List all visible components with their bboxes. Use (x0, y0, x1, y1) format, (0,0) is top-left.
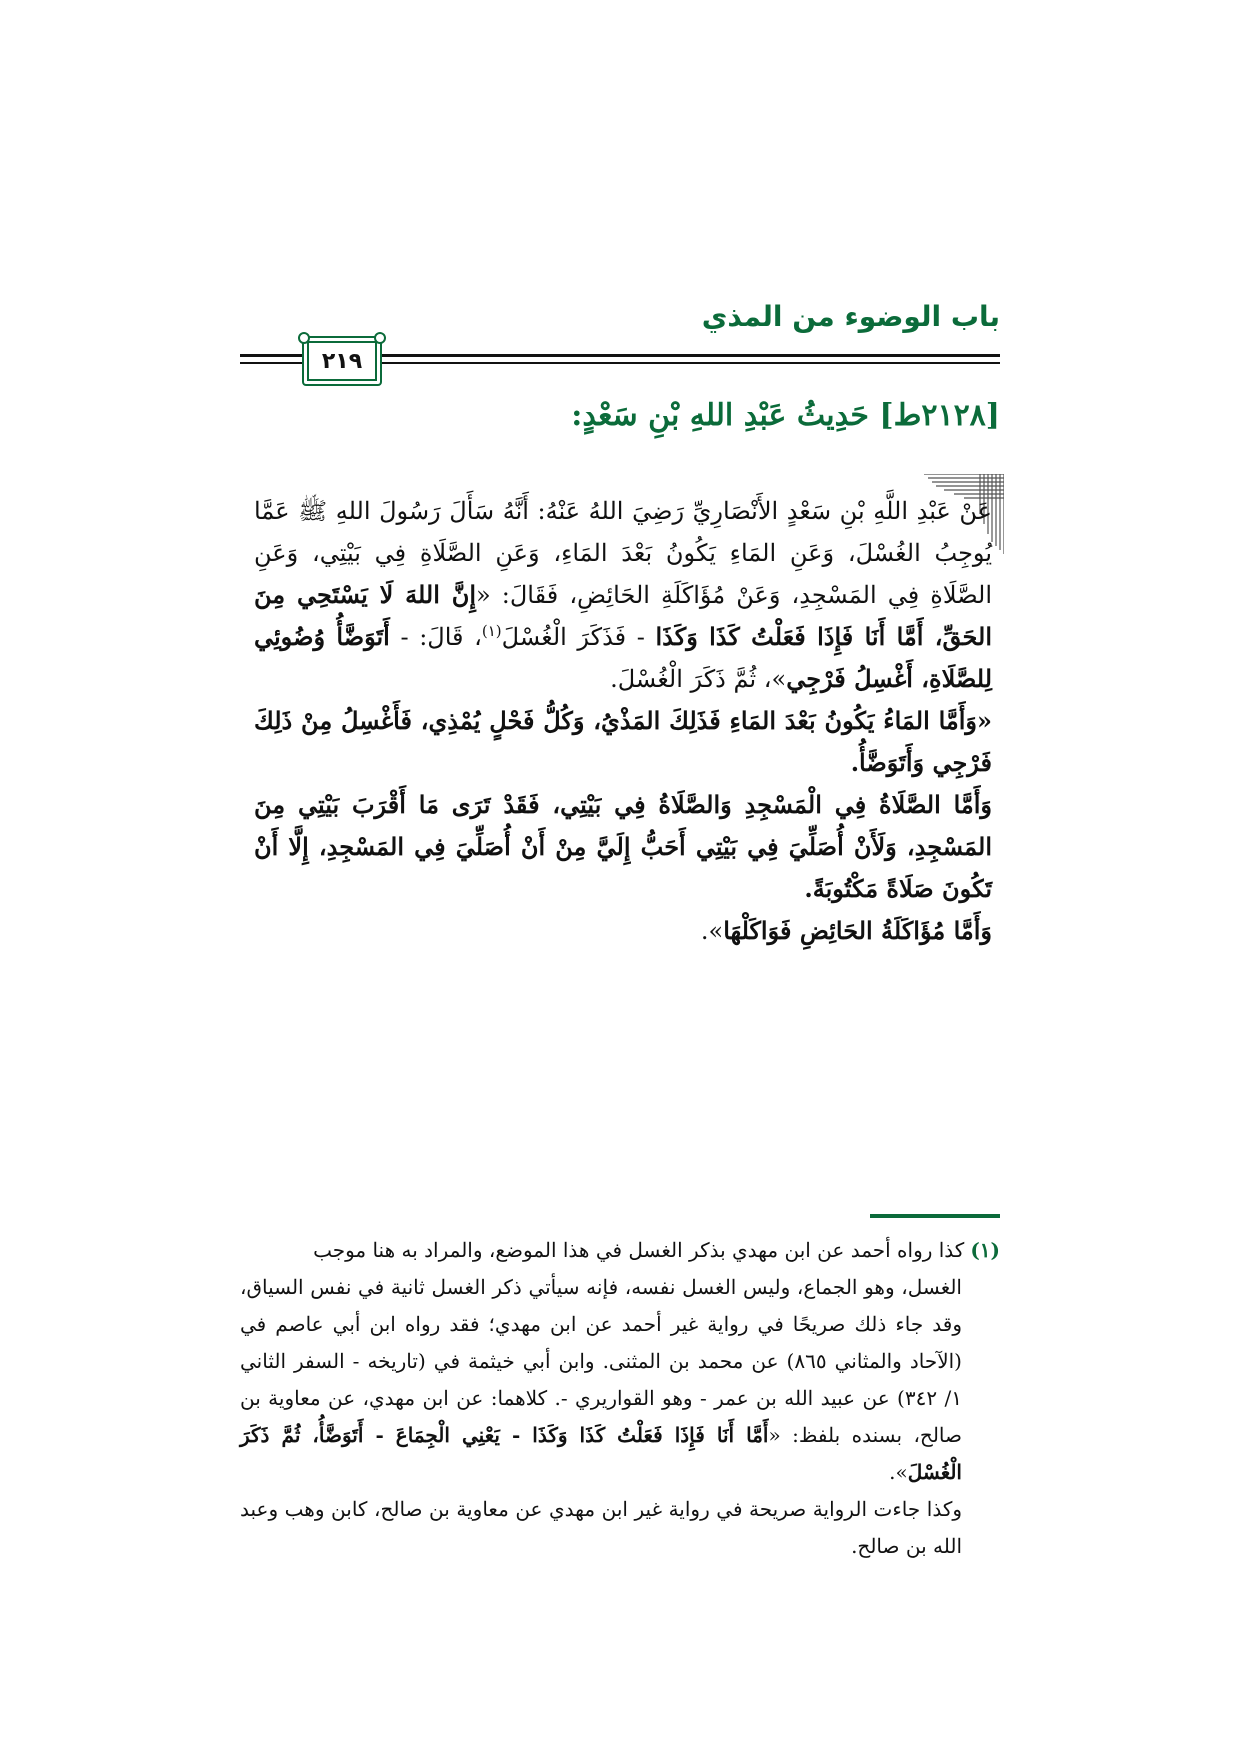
paragraph-3: وَأَمَّا الصَّلَاةُ فِي الْمَسْجِدِ وَالصَّلَاةُ فِي بَيْتِي، فَقَدْ تَرَى مَا أَقْرَبَ بَيْتِي مِنَ المَسْجِدِ، وَلَأَنْ أُصَلِّيَ فِي بَيْتِي أَحَبُّ إِلَيَّ مِنْ أَنْ أُصَلِّيَ فِي المَسْجِدِ، إِلَّا أَنْ تَكُونَ صَلَاةً مَكْتُوبَةً. (254, 790, 992, 903)
p1-end: »، ثُمَّ ذَكَرَ الْغُسْلَ. (610, 665, 787, 693)
footnote-paragraph-1 (240, 1269, 962, 1491)
footnote-reference[interactable]: (١) (481, 622, 502, 640)
footnote-text-a: الغسل، وهو الجماع، وليس الغسل نفسه، فإنه سيأتي ذكر الغسل ثانية في نفس السياق، وقد جاء ذلك صريحًا في رواية غير أحمد عن ابن مهدي؛ فقد رواه ابن أبي عاصم في (الآحاد والمثاني ٨٦٥) عن محمد بن المثنى. وابن أبي خيثمة في (تاريخه - السفر الثاني ١/ ٣٤٢) عن عبيد الله بن عمر - وهو القواريري -. كلاهما: عن ابن مهدي، عن معاوية بن صالح، بسنده بلفظ: « (240, 1275, 962, 1447)
paragraph-2: «وَأَمَّا المَاءُ يَكُونُ بَعْدَ المَاءِ فَذَلِكَ المَذْيُ، وَكُلُّ فَحْلٍ يُمْذِي، فَأَغْسِلُ مِنْ ذَلِكَ فَرْجِي وَأَتَوَضَّأُ. (254, 706, 992, 777)
p4-quote: وَأَمَّا مُؤَاكَلَةُ الحَائِضِ فَوَاكَلْهَا (723, 916, 992, 945)
footnote-paragraph-2: وكذا جاءت الرواية صريحة في رواية غير ابن مهدي عن معاوية بن صالح، كابن وهب وعبد الله بن صالح. (240, 1497, 962, 1558)
hadith-heading (240, 398, 1000, 433)
page-number (302, 336, 382, 386)
running-title: باب الوضوء من المذي (701, 300, 1000, 333)
p1-quote-2: أَتَوَضَّأُ وُضُوئِي لِلصَّلَاةِ، أَغْسِلُ فَرْجِي (254, 622, 992, 693)
hadith-title: حَدِيثُ عَبْدِ اللهِ بْنِ سَعْدٍ: (571, 398, 869, 433)
p1-quote: إِنَّ اللهَ لَا يَسْتَحِي مِنَ الحَقِّ، أَمَّا أَنَا فَإِذَا فَعَلْتُ كَذَا وَكَذَا (254, 580, 992, 651)
footnote-text-b: ». (889, 1460, 908, 1484)
footnote-separator (870, 1214, 1000, 1218)
p1-after: ، قَالَ: - (389, 623, 482, 651)
footnote-first-line (240, 1232, 1000, 1269)
footnotes (240, 1232, 1000, 1565)
p4-end: ». (700, 917, 724, 945)
hadith-text (254, 490, 992, 952)
paragraph-4 (254, 910, 992, 952)
page-number-text: ٢١٩ (321, 348, 363, 374)
footnote-mark: (١) (970, 1238, 1000, 1262)
p1-intro: عَنْ عَبْدِ اللَّهِ بْنِ سَعْدٍ الأَنْصَارِيِّ رَضِيَ اللهُ عَنْهُ: أَنَّهُ سَأَلَ رَسُولَ اللهِ ﷺ عَمَّا يُوجِبُ الغُسْلَ، وَعَنِ المَاءِ يَكُونُ بَعْدَ المَاءِ، وَعَنِ الصَّلَاةِ فِي بَيْتِي، وَعَنِ الصَّلَاةِ فِي المَسْجِدِ، وَعَنْ مُؤَاكَلَةِ الحَائِضِ، فَقَالَ: « (254, 497, 992, 609)
footnote-quote: أَمَّا أَنَا فَإِذَا فَعَلْتُ كَذَا وَكَذَا - يَعْنِي الْجِمَاعَ - أَتَوَضَّأُ، ثُمَّ ذَكَرَ الْغُسْلَ (240, 1423, 962, 1484)
hadith-number: [٢١٢٨ط] (879, 398, 1000, 433)
paragraph-1 (254, 490, 992, 700)
footnote-line-1: كذا رواه أحمد عن ابن مهدي بذكر الغسل في هذا الموضع، والمراد به هنا موجب (313, 1238, 965, 1262)
p1-mid: - فَذَكَرَ الْغُسْلَ (501, 623, 656, 651)
footnote-body (240, 1269, 1000, 1565)
